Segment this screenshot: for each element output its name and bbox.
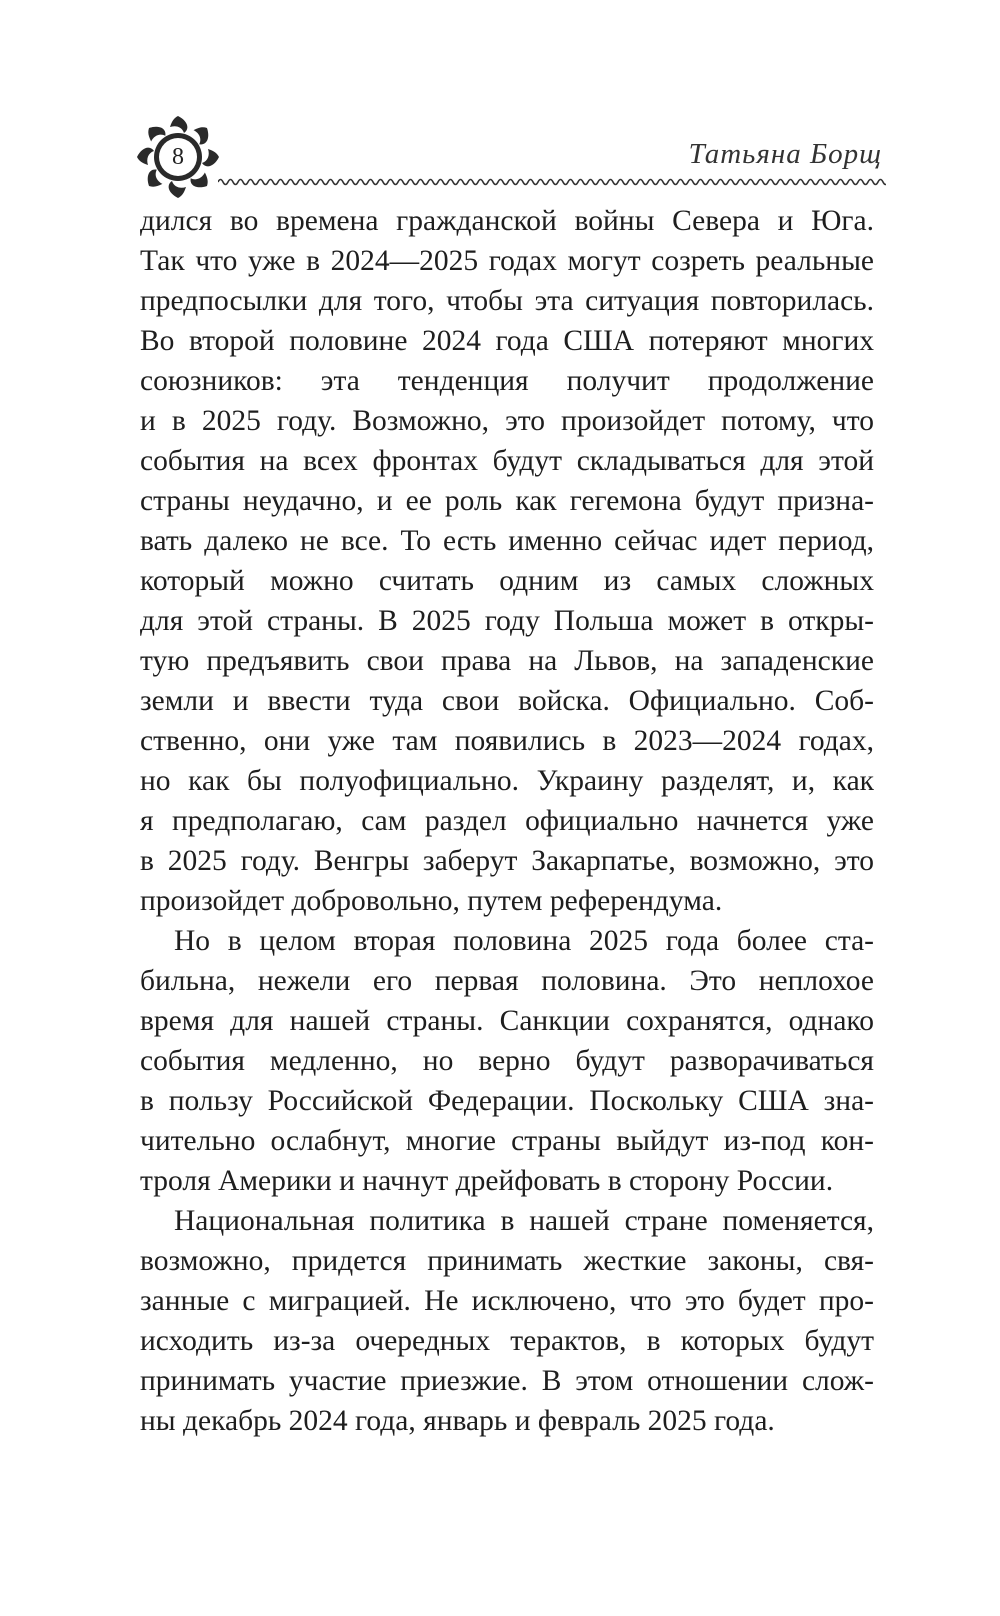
text-line: занные с миграцией. Не исключено, что это будет про- bbox=[140, 1285, 874, 1317]
text-line: который можно считать одним из самых сложных bbox=[140, 565, 874, 597]
text-line: ственно, они уже там появились в 2023—2024 годах, bbox=[140, 725, 874, 757]
wavy-divider bbox=[218, 175, 886, 189]
text-line: Во второй половине 2024 года США потеряют многих bbox=[140, 325, 874, 357]
text-line: Так что уже в 2024—2025 годах могут созреть реальные bbox=[140, 245, 874, 277]
text-line: дился во времена гражданской войны Севера и Юга. bbox=[140, 205, 874, 237]
text-line: в пользу Российской Федерации. Поскольку США зна- bbox=[140, 1085, 874, 1117]
page-number: 8 bbox=[172, 144, 184, 170]
text-line: я предполагаю, сам раздел официально начнется уже bbox=[140, 805, 874, 837]
text-line: исходить из-за очередных терактов, в которых будут bbox=[140, 1325, 874, 1357]
text-line: чительно ослабнут, многие страны выйдут из-под кон- bbox=[140, 1125, 874, 1157]
text-line: земли и ввести туда свои войска. Официально. Соб- bbox=[140, 685, 874, 717]
text-line: события медленно, но верно будут разворачиваться bbox=[140, 1045, 874, 1077]
text-line: троля Америки и начнут дрейфовать в сторону России. bbox=[140, 1165, 834, 1197]
text-line: события на всех фронтах будут складываться для этой bbox=[140, 445, 874, 477]
text-line: тую предъявить свои права на Львов, на западенские bbox=[140, 645, 874, 677]
text-line: ны декабрь 2024 года, январь и февраль 2025 года. bbox=[140, 1405, 775, 1437]
text-line: вать далеко не все. То есть именно сейчас идет период, bbox=[140, 525, 874, 557]
text-line: бильна, нежели его первая половина. Это неплохое bbox=[140, 965, 874, 997]
page-header bbox=[0, 0, 1000, 215]
text-line: страны неудачно, и ее роль как гегемона будут призна- bbox=[140, 485, 874, 517]
text-line: но как бы полуофициально. Украину разделят, и, как bbox=[140, 765, 874, 797]
text-line: Национальная политика в нашей стране поменяется, bbox=[174, 1205, 874, 1237]
text-line: возможно, придется принимать жесткие законы, свя- bbox=[140, 1245, 874, 1277]
text-line: произойдет добровольно, путем референдума. bbox=[140, 885, 723, 917]
text-line: союзников: эта тенденция получит продолжение bbox=[140, 365, 874, 397]
text-line: в 2025 году. Венгры заберут Закарпатье, возможно, это bbox=[140, 845, 874, 877]
text-line: принимать участие приезжие. В этом отношении слож- bbox=[140, 1365, 874, 1397]
text-line: и в 2025 году. Возможно, это произойдет потому, что bbox=[140, 405, 874, 437]
text-line: Но в целом вторая половина 2025 года более ста- bbox=[174, 925, 874, 957]
text-line: для этой страны. В 2025 году Польша может в откры- bbox=[140, 605, 874, 637]
running-head-author: Татьяна Борщ bbox=[688, 138, 882, 170]
text-line: предпосылки для того, чтобы эта ситуация повторилась. bbox=[140, 285, 874, 317]
text-line: время для нашей страны. Санкции сохранятся, однако bbox=[140, 1005, 874, 1037]
